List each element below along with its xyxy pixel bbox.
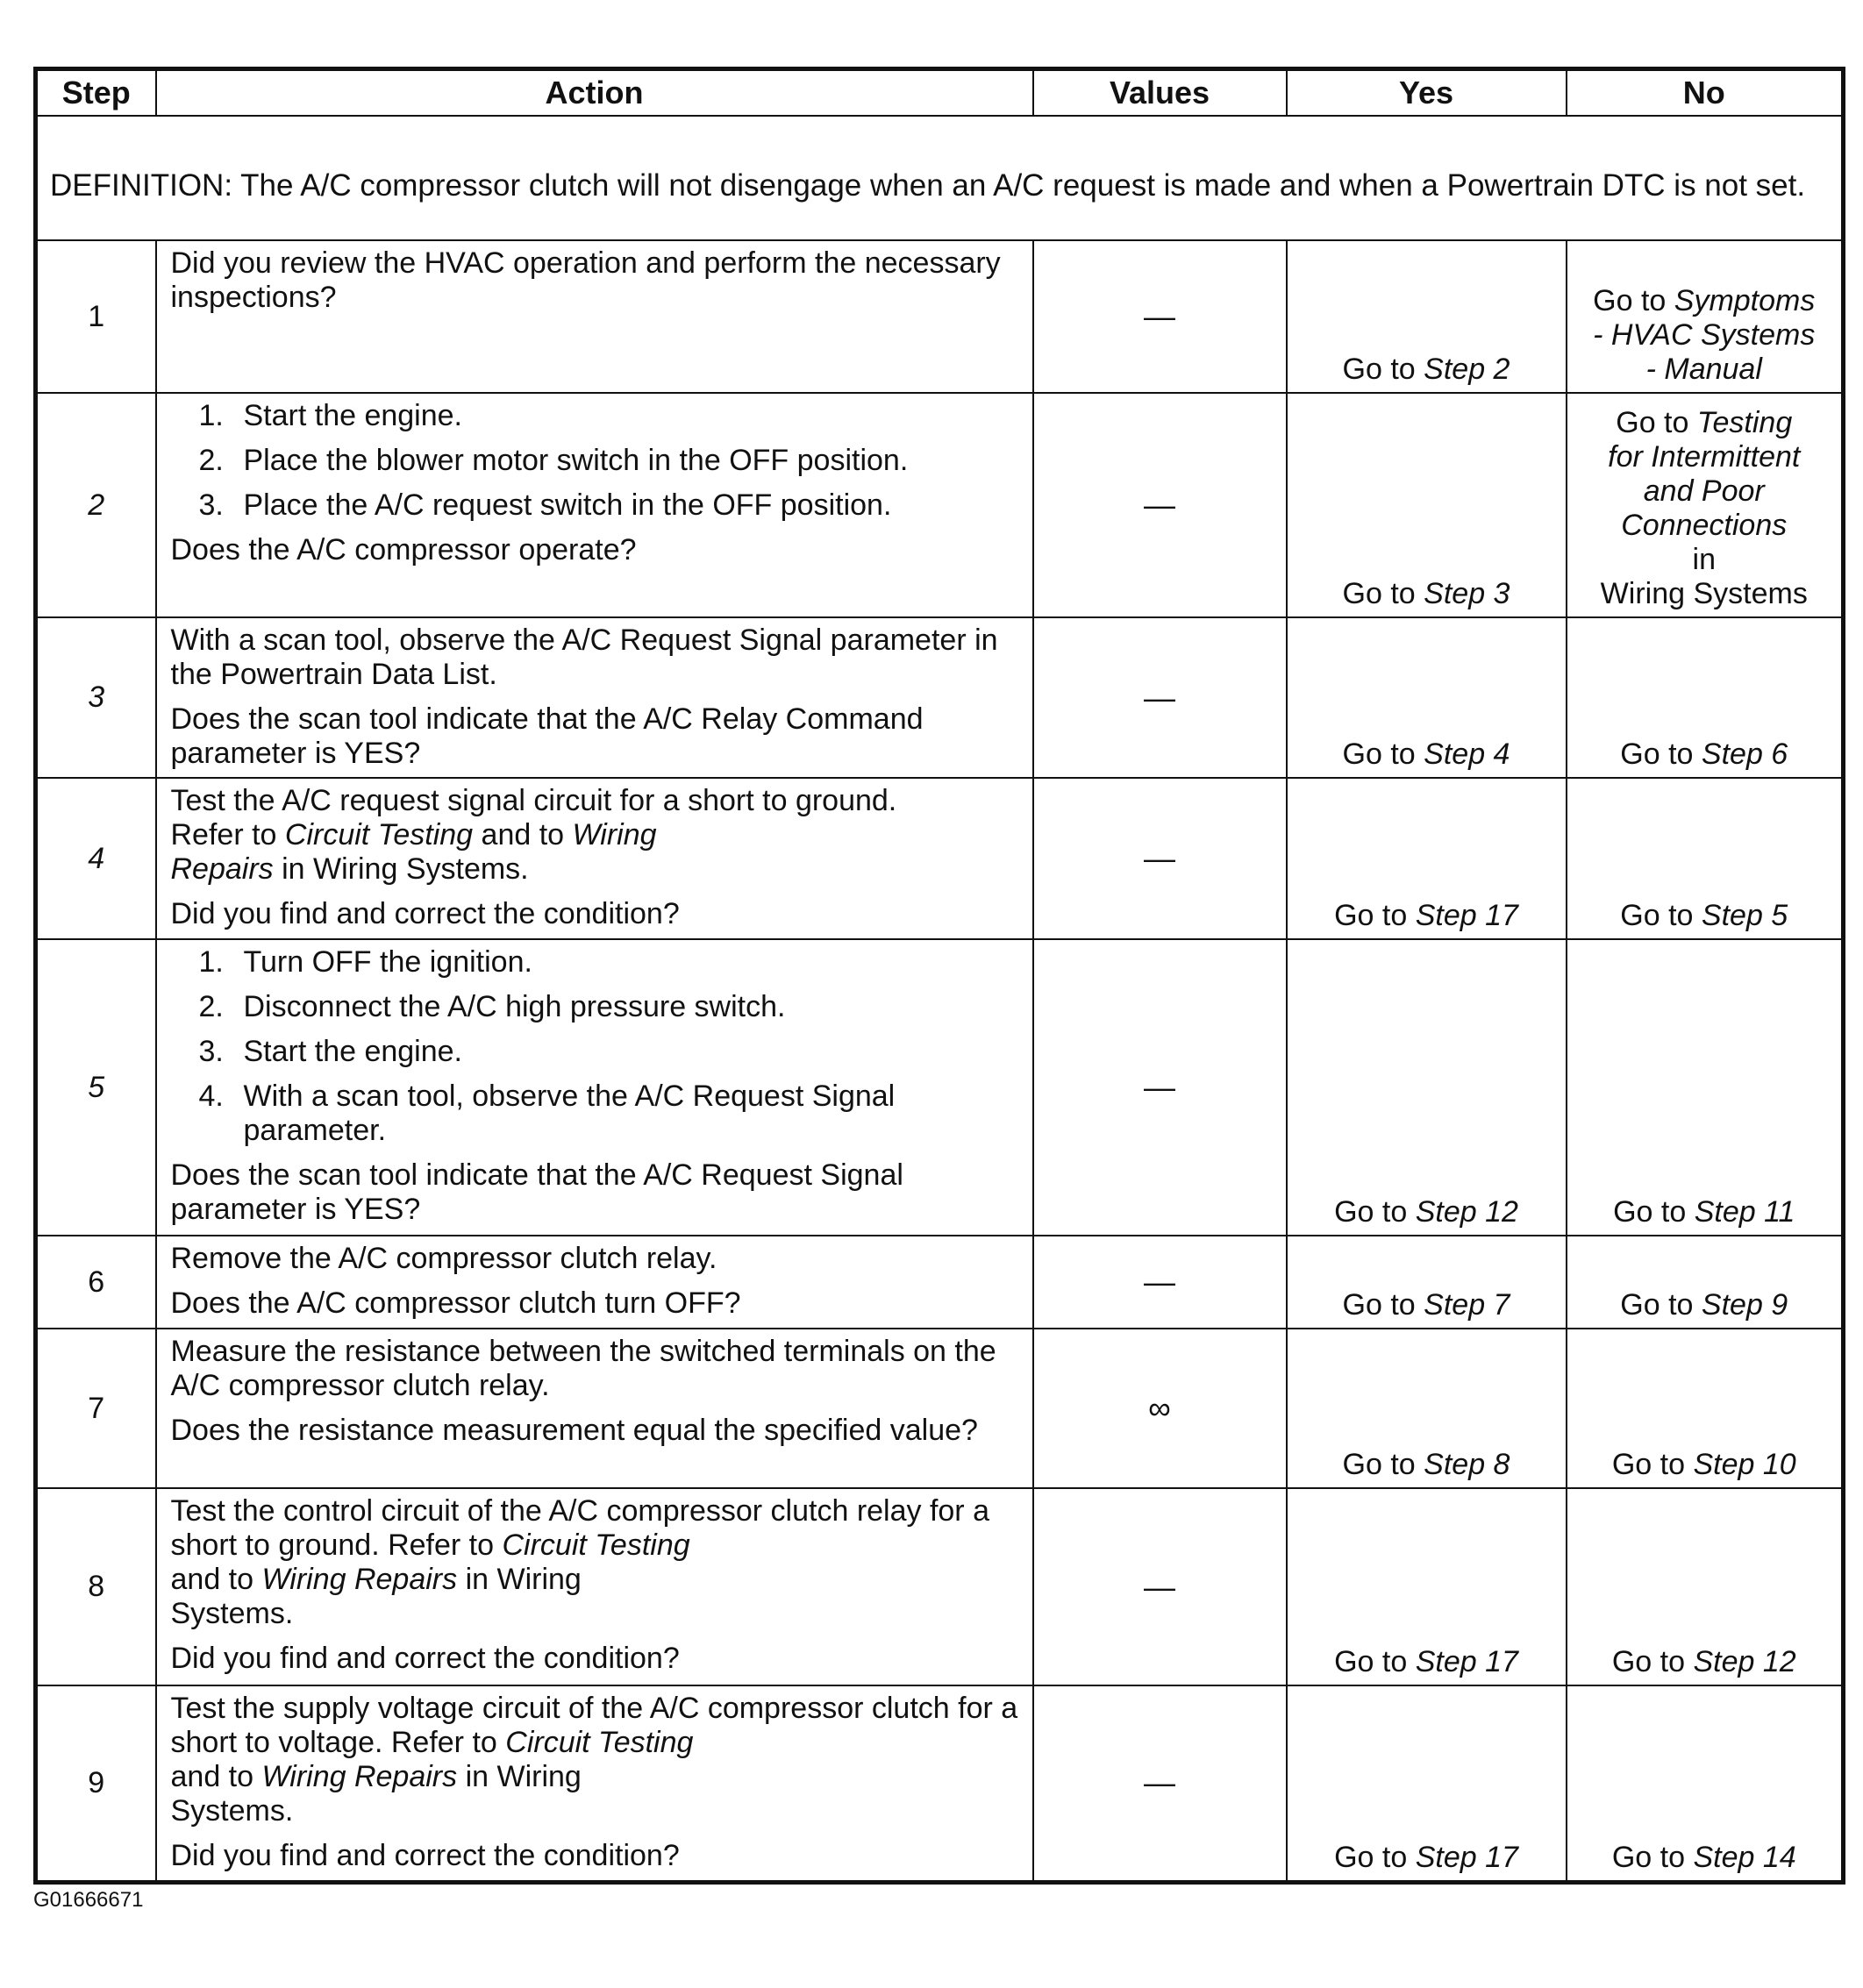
action-cell	[156, 1236, 1033, 1329]
action-cell	[156, 1329, 1033, 1488]
action-text: Test the A/C request signal circuit for a short to ground. Refer to Circuit Testing and to Wiring Repairs in Wiring Systems.	[170, 784, 897, 886]
yes-cell: Go to Step 3	[1287, 393, 1567, 617]
action-question: Did you review the HVAC operation and perform the necessary inspections?	[170, 246, 1001, 314]
list-item: 2. Place the blower motor switch in the OFF position.	[198, 444, 909, 477]
values-cell: —	[1033, 1236, 1287, 1329]
no-cell: Go to Step 12	[1567, 1488, 1844, 1685]
action-question: Does the A/C compressor clutch turn OFF?	[170, 1286, 741, 1320]
yes-cell: Go to Step 17	[1287, 778, 1567, 939]
yes-cell: Go to Step 4	[1287, 617, 1567, 778]
no-cell: Go to Step 5	[1567, 778, 1844, 939]
action-text: Test the control circuit of the A/C compressor clutch relay for a short to ground. Refer to Circuit Testing and to Wiring Repairs in Wiring Systems.	[170, 1494, 989, 1630]
yes-target: Step 17	[1415, 899, 1518, 932]
yes-target: Step 17	[1415, 1840, 1518, 1874]
table-row	[36, 1329, 1844, 1488]
no-cell: Go to Step 11	[1567, 939, 1844, 1236]
yes-cell: Go to Step 12	[1287, 939, 1567, 1236]
yes-target: Step 4	[1424, 737, 1510, 771]
action-question: Does the scan tool indicate that the A/C Request Signal parameter is YES?	[170, 1158, 903, 1226]
no-target: Symptoms	[1674, 284, 1816, 317]
action-cell	[156, 1685, 1033, 1882]
action-cell	[156, 778, 1033, 939]
yes-target: Step 8	[1424, 1448, 1510, 1481]
no-cell: Go to Step 10	[1567, 1329, 1844, 1488]
table-row	[36, 617, 1844, 778]
action-question: Did you find and correct the condition?	[170, 897, 680, 930]
step-number: 9	[36, 1685, 156, 1882]
goto-text: Go to	[1593, 284, 1667, 317]
action-steps	[171, 399, 1024, 523]
action-question: Did you find and correct the condition?	[170, 1839, 680, 1872]
no-target: Step 9	[1701, 1288, 1788, 1322]
values-cell: —	[1033, 393, 1287, 617]
no-target: Step 14	[1693, 1840, 1796, 1874]
values-cell: —	[1033, 240, 1287, 393]
step-number: 5	[36, 939, 156, 1236]
action-text: Measure the resistance between the switched terminals on the A/C compressor clutch relay.	[170, 1335, 996, 1402]
list-item: 3. Start the engine.	[198, 1035, 463, 1068]
step-number: 4	[36, 778, 156, 939]
yes-target: Step 7	[1424, 1288, 1510, 1322]
action-text: With a scan tool, observe the A/C Request Signal parameter in the Powertrain Data List.	[170, 623, 998, 691]
figure-id: G01666671	[33, 1888, 144, 1912]
yes-target: Step 3	[1424, 577, 1510, 610]
list-item: 1. Start the engine.	[198, 399, 463, 432]
yes-cell: Go to Step 7	[1287, 1236, 1567, 1329]
yes-target: Step 12	[1415, 1195, 1518, 1229]
values-cell: —	[1033, 617, 1287, 778]
no-target: Step 12	[1693, 1645, 1796, 1678]
step-number: 7	[36, 1329, 156, 1488]
values-cell: —	[1033, 778, 1287, 939]
action-question: Does the A/C compressor operate?	[170, 533, 637, 566]
no-target-line: - Manual	[1645, 353, 1762, 386]
list-item: 2. Disconnect the A/C high pressure switch.	[198, 990, 786, 1023]
action-cell	[156, 617, 1033, 778]
yes-cell	[1287, 240, 1567, 393]
yes-cell: Go to Step 17	[1287, 1685, 1567, 1882]
step-number: 2	[36, 393, 156, 617]
step-number: 3	[36, 617, 156, 778]
step-number: 6	[36, 1236, 156, 1329]
header-action: Action	[156, 69, 1033, 117]
header-step: Step	[36, 69, 156, 117]
no-target: Step 10	[1693, 1448, 1796, 1481]
values-cell: —	[1033, 1685, 1287, 1882]
no-cell: Go to Step 14	[1567, 1685, 1844, 1882]
definition-text: DEFINITION: The A/C compressor clutch will not disengage when an A/C request is made and when a Powertrain DTC is not set.	[36, 116, 1844, 240]
no-target: Testing	[1696, 406, 1793, 439]
table-row	[36, 1685, 1844, 1882]
action-cell	[156, 1488, 1033, 1685]
diagnostic-table	[33, 67, 1845, 1885]
values-cell: —	[1033, 939, 1287, 1236]
action-cell	[156, 240, 1033, 393]
no-cell: Go to Step 9	[1567, 1236, 1844, 1329]
step-number: 1	[36, 240, 156, 393]
definition-row	[36, 116, 1844, 240]
action-cell	[156, 939, 1033, 1236]
values-cell: —	[1033, 1488, 1287, 1685]
action-cell	[156, 393, 1033, 617]
yes-cell: Go to Step 17	[1287, 1488, 1567, 1685]
list-item: 3. Place the A/C request switch in the OFF position.	[198, 488, 892, 522]
header-yes: Yes	[1287, 69, 1567, 117]
action-question: Does the resistance measurement equal the specified value?	[170, 1414, 978, 1447]
no-target-line: - HVAC Systems	[1593, 318, 1816, 352]
no-target: Step 11	[1694, 1195, 1795, 1229]
no-target: Step 6	[1701, 737, 1788, 771]
yes-cell: Go to Step 8	[1287, 1329, 1567, 1488]
action-question: Did you find and correct the condition?	[170, 1642, 680, 1675]
no-cell: Go to Step 6	[1567, 617, 1844, 778]
header-row	[36, 69, 1844, 117]
table-row	[36, 778, 1844, 939]
header-no: No	[1567, 69, 1844, 117]
action-steps	[171, 945, 1024, 1148]
action-question: Does the scan tool indicate that the A/C Relay Command parameter is YES?	[170, 702, 924, 770]
table-row	[36, 939, 1844, 1236]
table-row	[36, 393, 1844, 617]
table-row	[36, 1236, 1844, 1329]
table-row	[36, 240, 1844, 393]
table-row	[36, 1488, 1844, 1685]
header-values: Values	[1033, 69, 1287, 117]
values-cell: ∞	[1033, 1329, 1287, 1488]
list-item: 1. Turn OFF the ignition.	[198, 945, 532, 979]
yes-target: Step 2	[1424, 353, 1510, 386]
yes-target: Step 17	[1415, 1645, 1518, 1678]
goto-text: Go to	[1342, 353, 1416, 386]
no-cell	[1567, 240, 1844, 393]
step-number: 8	[36, 1488, 156, 1685]
no-cell: Go to Testing for Intermittent and Poor Connections in Wiring Systems	[1567, 393, 1844, 617]
action-text: Test the supply voltage circuit of the A/C compressor clutch for a short to voltage. Refer to Circuit Testing and to Wiring Repairs in Wiring Systems.	[170, 1692, 1018, 1828]
list-item: 4. With a scan tool, observe the A/C Request Signal parameter.	[198, 1080, 896, 1147]
no-target: Step 5	[1701, 899, 1788, 932]
action-text: Remove the A/C compressor clutch relay.	[170, 1242, 717, 1275]
